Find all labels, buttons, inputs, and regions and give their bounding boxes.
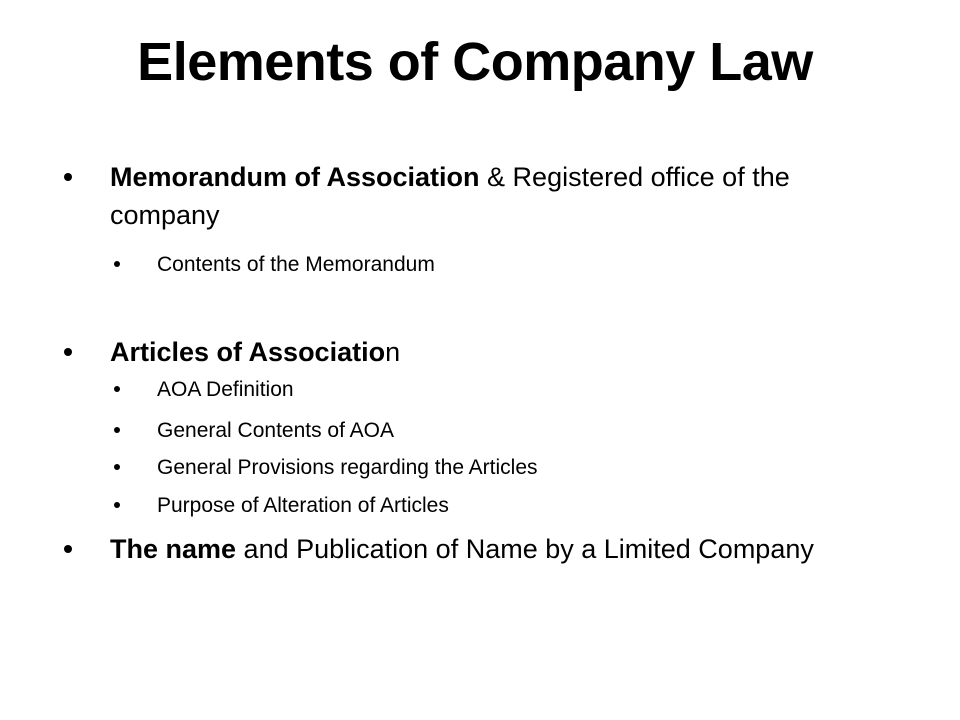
slide-title: Elements of Company Law xyxy=(137,32,813,92)
bullet-bold-text: The name xyxy=(110,534,237,564)
sub-bullet-item xyxy=(114,250,874,280)
sub-bullet-text: General Contents of AOA xyxy=(157,419,394,442)
bullet-item-name xyxy=(64,530,894,568)
sub-bullet-text: AOA Definition xyxy=(157,378,294,401)
bullet-icon xyxy=(64,545,72,553)
bullet-item-articles xyxy=(64,333,894,371)
sub-bullet-text: General Provisions regarding the Articles xyxy=(157,456,538,479)
bullet-icon xyxy=(64,173,72,181)
sub-bullet-item xyxy=(114,375,874,405)
sub-bullet-text: Purpose of Alteration of Articles xyxy=(157,494,449,517)
sub-bullet-item xyxy=(114,491,874,521)
bullet-text xyxy=(110,333,870,371)
sub-bullet-text: Contents of the Memorandum xyxy=(157,253,435,276)
bullet-text xyxy=(110,530,870,568)
bullet-icon xyxy=(114,386,120,392)
bullet-icon xyxy=(114,261,120,267)
bullet-plain-text: n xyxy=(385,337,401,367)
bullet-plain-text: & Registered office of the company xyxy=(110,162,790,230)
bullet-text xyxy=(110,158,870,234)
bullet-icon xyxy=(64,348,72,356)
bullet-icon xyxy=(114,427,120,433)
bullet-bold-text: Memorandum of Association xyxy=(110,162,480,192)
bullet-icon xyxy=(114,502,120,508)
bullet-plain-text: and Publication of Name by a Limited Company xyxy=(236,534,814,564)
sub-bullet-item xyxy=(114,416,874,446)
bullet-icon xyxy=(114,464,120,470)
sub-bullet-item xyxy=(114,453,874,483)
bullet-bold-text: Articles of Associatio xyxy=(110,337,386,367)
bullet-item-memorandum xyxy=(64,158,894,234)
